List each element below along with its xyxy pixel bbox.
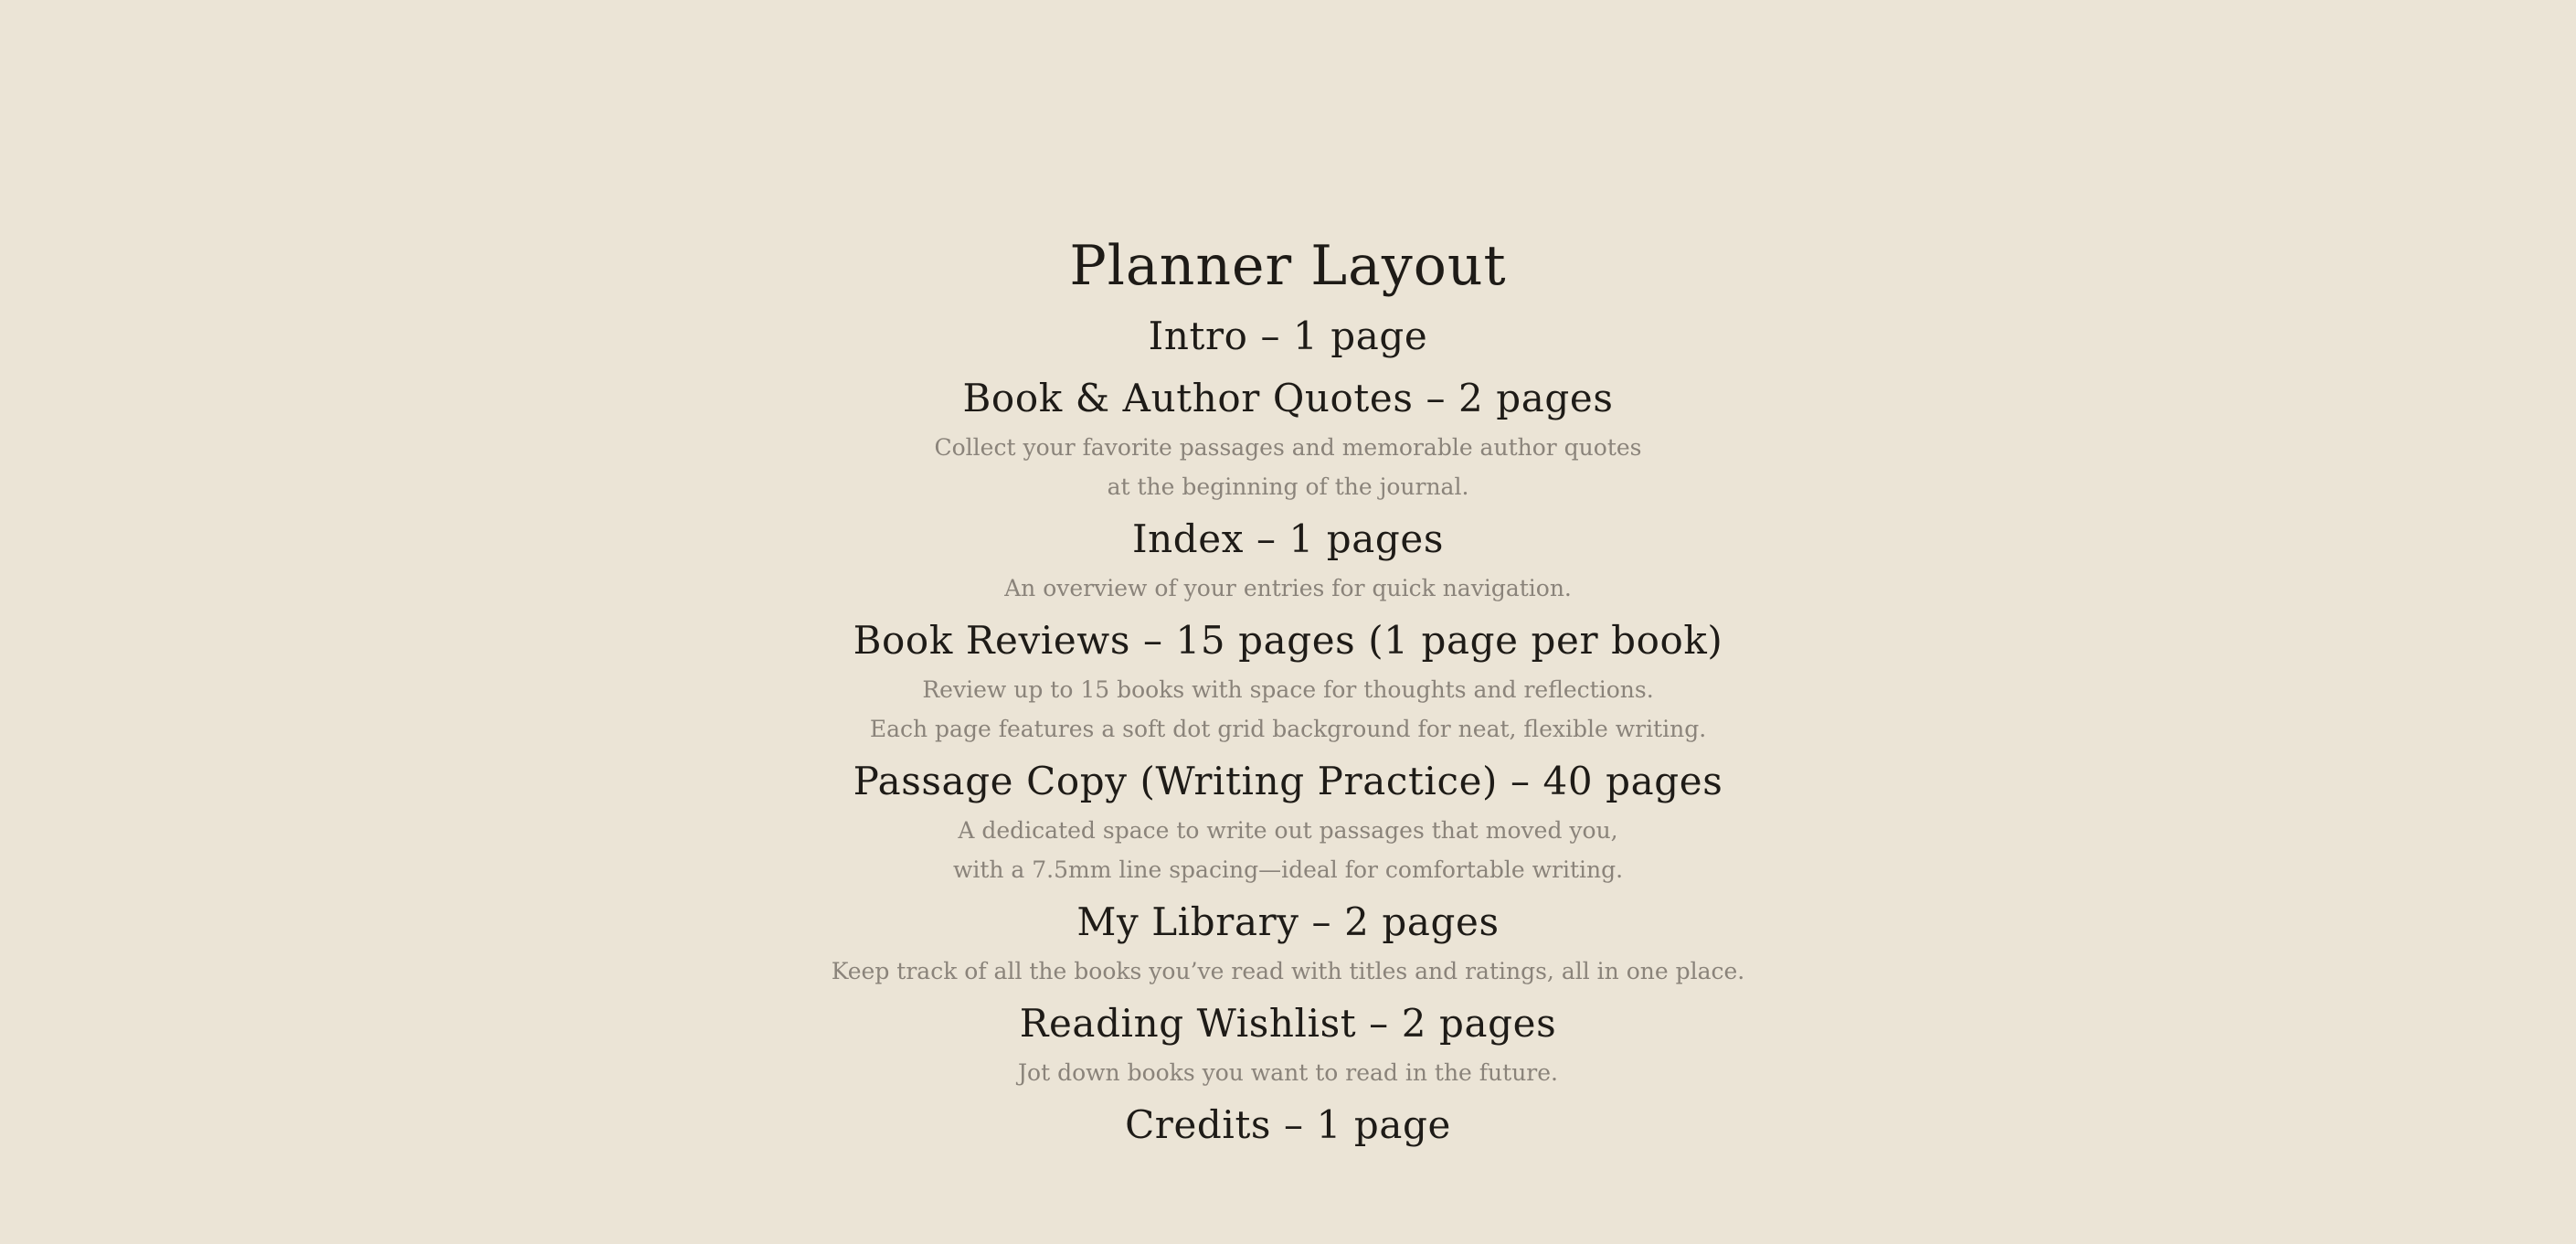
section-description: Review up to 15 books with space for thoughts and reflections. <box>922 676 1654 703</box>
section-my-library <box>0 893 2576 991</box>
section-description: Each page features a soft dot grid background for neat, flexible writing. <box>869 716 1707 742</box>
section-reading-wishlist <box>0 994 2576 1092</box>
planner-layout <box>0 227 2576 1154</box>
section-description: Keep track of all the books you’ve read with titles and ratings, all in one place. <box>831 958 1745 984</box>
section-description: An overview of your entries for quick navigation. <box>1004 575 1572 601</box>
section-title: Book & Author Quotes – 2 pages <box>962 376 1614 420</box>
section-description: with a 7.5mm line spacing—ideal for comfortable writing. <box>952 856 1624 883</box>
section-passage-copy <box>0 752 2576 889</box>
section-title: Credits – 1 page <box>1125 1102 1451 1147</box>
section-title: My Library – 2 pages <box>1076 899 1500 944</box>
section-book-reviews <box>0 611 2576 749</box>
section-description: Jot down books you want to read in the future. <box>1018 1059 1558 1086</box>
section-intro <box>0 307 2576 366</box>
section-description: at the beginning of the journal. <box>1107 473 1469 500</box>
section-title: Index – 1 pages <box>1131 516 1445 561</box>
section-title: Reading Wishlist – 2 pages <box>1019 1001 1557 1046</box>
section-index <box>0 510 2576 608</box>
section-description: Collect your favorite passages and memorable author quotes <box>934 434 1642 461</box>
section-credits <box>0 1096 2576 1154</box>
section-title: Passage Copy (Writing Practice) – 40 pages <box>853 759 1723 803</box>
section-title: Book Reviews – 15 pages (1 page per book) <box>853 618 1723 663</box>
section-title: Intro – 1 page <box>1148 314 1428 358</box>
section-book-author-quotes <box>0 369 2576 506</box>
section-description: A dedicated space to write out passages that moved you, <box>958 817 1618 844</box>
page-title: Planner Layout <box>1069 234 1507 298</box>
